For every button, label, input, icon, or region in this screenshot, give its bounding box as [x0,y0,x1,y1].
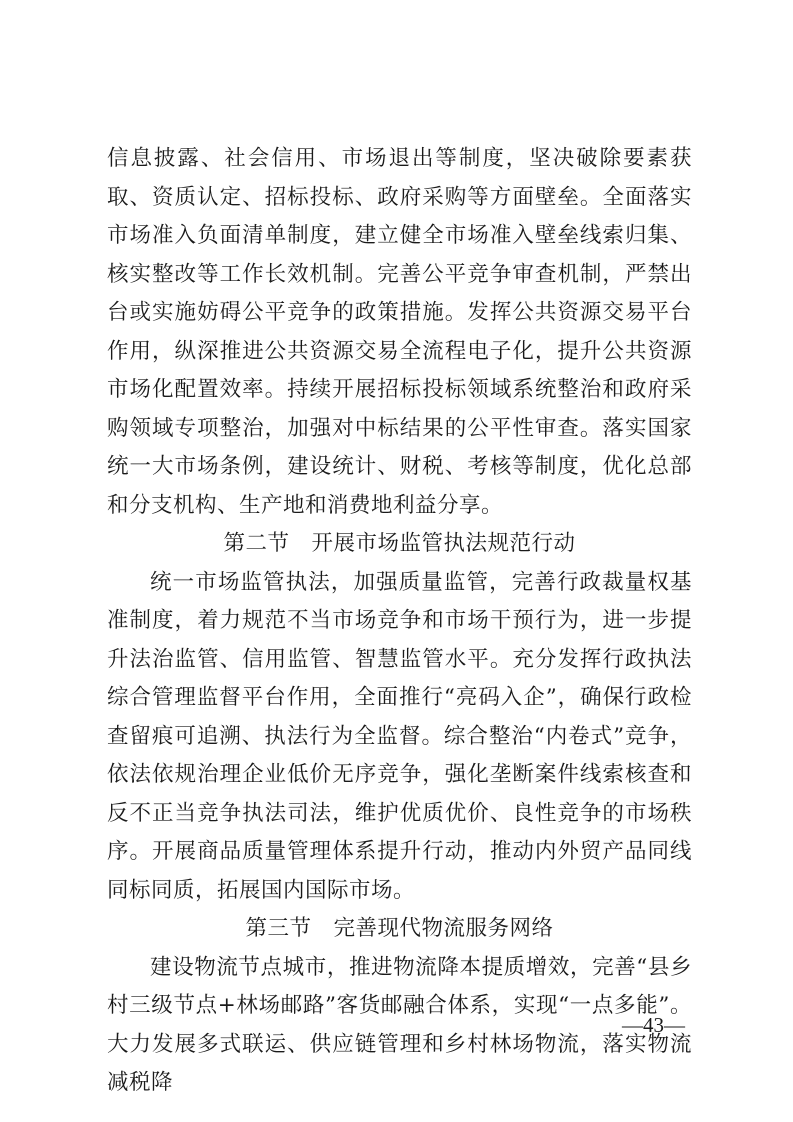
body-paragraph: 建设物流节点城市，推进物流降本提质增效，完善“县乡村三级节点+林场邮路”客货邮融合体系，实现“一点多能”。大力发展多式联运、供应链管理和乡村林场物流，落实物流减税降 [107,954,692,1095]
section-heading: 第二节 开展市场监管执法规范行动 [223,531,576,556]
page-number: —43— [622,1013,685,1037]
document-page [107,140,692,1103]
body-paragraph: 统一市场监管执法，加强质量监管，完善行政裁量权基准制度，着力规范不当市场竞争和市场干预行为，进一步提升法治监管、信用监管、智慧监管水平。充分发挥行政执法综合管理监督平台作用，全面推行“亮码入企”，确保行政检查留痕可追溯、执法行为全监督。综合整治“内卷式”竞争，依法依规治理企业低价无序竞争，强化垄断案件线索核查和反不正当竞争执法司法，维护优质优价、良性竞争的市场秩序。开展商品质量管理体系提升行动，推动内外贸产品同线同标同质，拓展国内国际市场。 [107,569,692,903]
body-paragraph: 信息披露、社会信用、市场退出等制度，坚决破除要素获取、资质认定、招标投标、政府采购等方面壁垒。全面落实市场准入负面清单制度，建立健全市场准入壁垒线索归集、核实整改等工作长效机制。完善公平竞争审查机制，严禁出台或实施妨碍公平竞争的政策措施。发挥公共资源交易平台作用，纵深推进公共资源交易全流程电子化，提升公共资源市场化配置效率。持续开展招标投标领域系统整治和政府采购领域专项整治，加强对中标结果的公平性审查。落实国家统一大市场条例，建设统计、财税、考核等制度，优化总部和分支机构、生产地和消费地利益分享。 [107,146,692,518]
section-heading: 第三节 完善现代物流服务网络 [245,916,554,941]
